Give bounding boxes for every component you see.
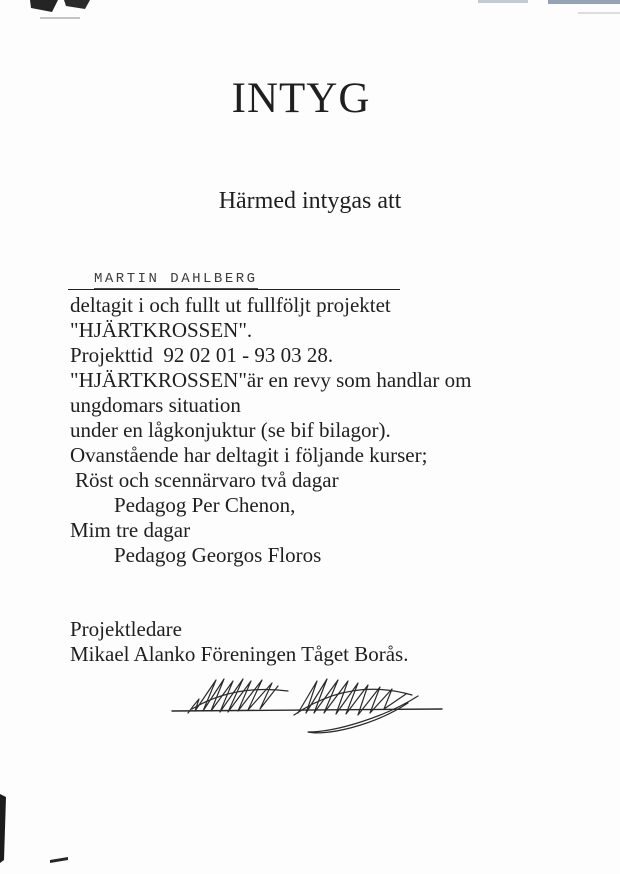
certificate-body <box>70 293 590 568</box>
recipient-name: MARTIN DAHLBERG <box>94 271 258 287</box>
scan-artifact-top-left-icon <box>24 0 96 29</box>
certificate-title: INTYG <box>231 75 371 122</box>
body-line: Mim tre dagar <box>70 518 191 542</box>
body-line: "HJÄRTKROSSEN"är en revy som handlar om <box>70 368 472 392</box>
name-underline-rule <box>68 289 400 290</box>
body-line: ungdomars situation <box>70 393 241 417</box>
scan-artifact-top-strip-icon <box>548 0 620 4</box>
footer-organization-line: Mikael Alanko Föreningen Tåget Borås. <box>70 642 409 666</box>
recipient-name-block <box>68 270 400 292</box>
body-line: Ovanstående har deltagit i följande kurser; <box>70 443 428 467</box>
scan-artifact-top-line-icon <box>578 12 620 14</box>
body-line: Pedagog Per Chenon, <box>114 493 296 517</box>
body-line: Pedagog Georgos Floros <box>114 543 322 567</box>
scan-artifact-bottom-left-icon <box>0 790 80 874</box>
body-line: under en lågkonjuktur (se bif bilagor). <box>70 418 391 442</box>
body-line: "HJÄRTKROSSEN". <box>70 318 253 342</box>
body-line: Projekttid 92 02 01 - 93 03 28. <box>70 343 334 367</box>
body-line: deltagit i och fullt ut fullföljt projektet <box>70 293 391 317</box>
body-line: Röst och scennärvaro två dagar <box>75 468 339 492</box>
footer-role-line: Projektledare <box>70 617 182 641</box>
signature-image <box>158 666 482 742</box>
certificate-footer <box>70 617 590 667</box>
scan-artifact-top-strip-icon <box>478 0 528 3</box>
attestation-text: Härmed intygas att <box>218 188 402 214</box>
